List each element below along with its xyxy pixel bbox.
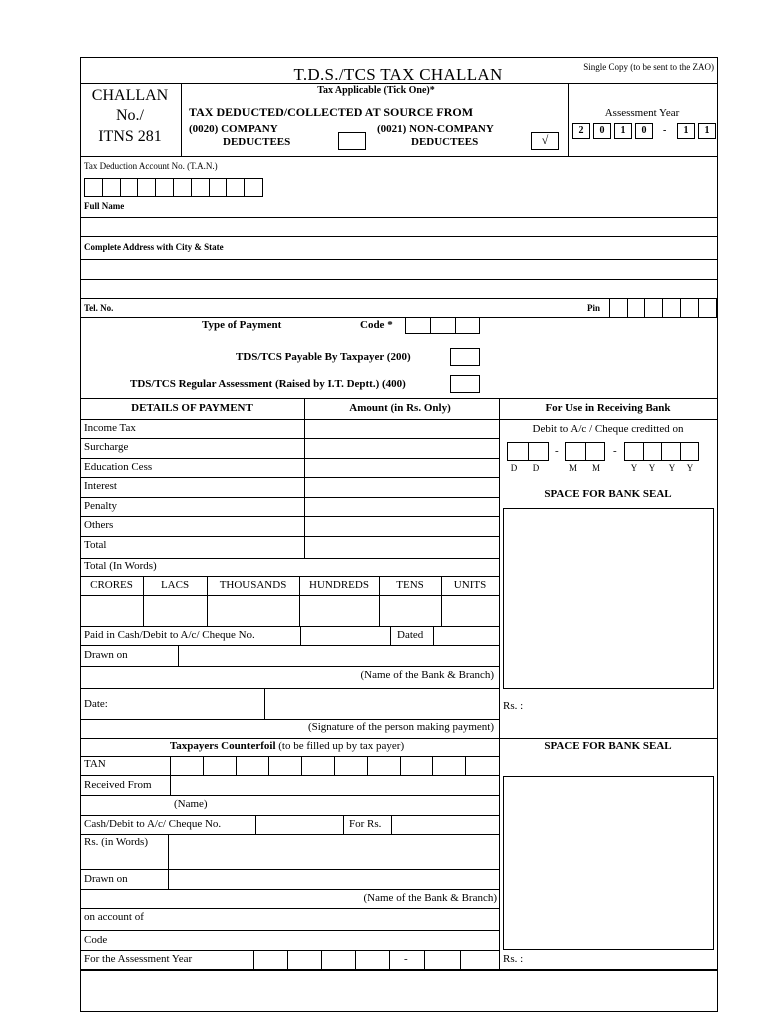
- rs-label-2: Rs. :: [503, 953, 524, 965]
- code-box[interactable]: [455, 317, 480, 334]
- date-format-letter: Y: [668, 463, 676, 473]
- divider: [568, 83, 569, 156]
- tax-deducted-label: TAX DEDUCTED/COLLECTED AT SOURCE FROM: [189, 105, 474, 119]
- counterfoil-heading: [170, 741, 404, 752]
- company-deductees: DEDUCTEES: [223, 136, 291, 148]
- divider: [80, 889, 499, 890]
- divider: [80, 236, 718, 237]
- divider: [390, 626, 391, 645]
- divider: [80, 279, 718, 280]
- detail-row-label: Education Cess: [84, 461, 153, 473]
- detail-row-label: Others: [84, 519, 114, 531]
- detail-row-label: Income Tax: [84, 422, 136, 434]
- name-label: (Name): [174, 798, 208, 810]
- type-of-payment-label: Type of Payment: [202, 319, 282, 331]
- divider: [178, 645, 179, 666]
- date-label: Date:: [84, 698, 108, 710]
- date-format-letter: Y: [686, 463, 694, 473]
- company-checkbox[interactable]: [338, 132, 366, 150]
- divider: [300, 626, 301, 645]
- code-label: Code *: [360, 319, 393, 331]
- tan-digit-box[interactable]: [102, 178, 121, 197]
- ay-digit: 0: [635, 123, 653, 139]
- divider: [80, 626, 499, 627]
- debit-credit-label: Debit to A/c / Cheque creditted on: [532, 423, 684, 435]
- dated-label: Dated: [397, 629, 424, 641]
- divider: [441, 576, 442, 626]
- drawn-on-label: Drawn on: [84, 649, 128, 661]
- word-amount-field[interactable]: [81, 596, 142, 625]
- word-column-header: LACS: [160, 579, 190, 591]
- date-format-letter: Y: [648, 463, 656, 473]
- amount-field[interactable]: [305, 517, 498, 535]
- amount-heading: Amount (in Rs. Only): [349, 402, 451, 414]
- word-column-header: TENS: [396, 579, 424, 591]
- divider: [80, 969, 718, 971]
- divider: [80, 869, 499, 870]
- divider: [80, 398, 718, 399]
- counterfoil-tan-input[interactable]: [171, 757, 498, 774]
- amount-field[interactable]: [305, 537, 498, 555]
- amount-field[interactable]: [305, 478, 498, 496]
- noncompany-label: (0021) NON-COMPANY: [377, 123, 494, 135]
- form-title: T.D.S./TCS TAX CHALLAN: [293, 65, 503, 84]
- date-separator: -: [613, 445, 617, 457]
- date-digit-box[interactable]: [624, 442, 644, 461]
- date-digit-box[interactable]: [661, 442, 681, 461]
- word-column-header: HUNDREDS: [309, 579, 369, 591]
- divider: [80, 908, 499, 909]
- divider: [80, 738, 718, 739]
- date-format-letter: Y: [630, 463, 638, 473]
- divider: [181, 83, 182, 156]
- divider: [499, 398, 500, 969]
- divider: [170, 775, 171, 795]
- divider: [343, 815, 344, 834]
- word-amount-field[interactable]: [442, 596, 498, 625]
- tan-digit-box[interactable]: [244, 178, 263, 197]
- tan-label: Tax Deduction Account No. (T.A.N.): [84, 161, 218, 171]
- divider: [80, 815, 499, 816]
- date-format-letter: M: [591, 463, 601, 473]
- word-column-header: UNITS: [453, 579, 487, 591]
- full-name-label: Full Name: [84, 201, 125, 211]
- ay-digit: 0: [593, 123, 611, 139]
- assessment-year-label: Assessment Year: [604, 107, 680, 119]
- details-heading: DETAILS OF PAYMENT: [131, 402, 253, 414]
- divider: [80, 217, 718, 218]
- date-digit-box[interactable]: [585, 442, 606, 461]
- ay-digit: 2: [572, 123, 590, 139]
- date-digit-box[interactable]: [680, 442, 700, 461]
- tan-digit-box[interactable]: [226, 178, 245, 197]
- noncompany-deductees: DEDUCTEES: [411, 136, 479, 148]
- date-digit-box[interactable]: [643, 442, 663, 461]
- detail-row-label: Penalty: [84, 500, 117, 512]
- pin-label: Pin: [587, 303, 601, 313]
- divider: [80, 834, 499, 835]
- address-label: Complete Address with City & State: [84, 242, 224, 252]
- amount-field[interactable]: [305, 420, 498, 438]
- bank-seal-heading: SPACE FOR BANK SEAL: [544, 488, 672, 500]
- divider: [299, 576, 300, 626]
- tan-digit-box[interactable]: [191, 178, 210, 197]
- divider: [499, 419, 718, 420]
- amount-field[interactable]: [305, 439, 498, 457]
- tan-digit-box[interactable]: [84, 178, 103, 197]
- pin-digit-box[interactable]: [698, 298, 717, 318]
- divider: [80, 156, 718, 157]
- date-digit-box[interactable]: [507, 442, 529, 461]
- word-amount-field[interactable]: [208, 596, 298, 625]
- company-label: (0020) COMPANY: [189, 123, 278, 135]
- amount-field[interactable]: [305, 459, 498, 477]
- signature-label: (Signature of the person making payment): [307, 721, 494, 733]
- divider: [80, 719, 499, 720]
- code-label-cf: Code: [84, 934, 108, 946]
- rs-in-words-label: Rs. (in Words): [84, 836, 148, 848]
- divider: [207, 576, 208, 626]
- pin-digit-box[interactable]: [662, 298, 681, 318]
- code-box[interactable]: [430, 317, 456, 334]
- divider: [255, 815, 256, 834]
- date-digit-box[interactable]: [528, 442, 550, 461]
- divider: [80, 595, 499, 596]
- itns-label: ITNS 281: [98, 128, 162, 145]
- divider: [80, 688, 499, 689]
- paid-in-cash-label: Paid in Cash/Debit to A/c/ Cheque No.: [84, 629, 255, 641]
- word-amount-field[interactable]: [300, 596, 378, 625]
- counterfoil-heading-note: (to be filled up by tax payer): [275, 740, 405, 752]
- detail-row-label: Total: [84, 539, 107, 551]
- challan-no-label: No./: [116, 107, 144, 124]
- date-format-letter: D: [532, 463, 540, 473]
- bank-branch-label: (Name of the Bank & Branch): [360, 669, 494, 681]
- divider: [168, 834, 169, 889]
- pin-digit-box[interactable]: [680, 298, 699, 318]
- date-format-letter: D: [510, 463, 518, 473]
- challan-label: CHALLAN: [91, 87, 169, 104]
- word-column-header: CRORES: [90, 579, 133, 591]
- tan-digit-box[interactable]: [120, 178, 139, 197]
- total-in-words-label: Total (In Words): [84, 560, 157, 572]
- tax-applicable-label: Tax Applicable (Tick One)*: [317, 85, 435, 96]
- pin-digit-box[interactable]: [609, 298, 628, 318]
- divider: [80, 795, 499, 796]
- date-separator: -: [555, 445, 559, 457]
- date-format-letter: M: [568, 463, 578, 473]
- for-assessment-year-label: For the Assessment Year: [84, 953, 193, 965]
- divider: [80, 317, 718, 318]
- bank-seal-heading-2: SPACE FOR BANK SEAL: [544, 740, 672, 752]
- counterfoil-ay-input[interactable]: [254, 951, 498, 968]
- payable-checkbox[interactable]: [450, 348, 480, 366]
- ay-digit: 1: [677, 123, 695, 139]
- code-box[interactable]: [405, 317, 431, 334]
- counterfoil-heading-bold: Taxpayers Counterfoil: [169, 740, 276, 752]
- word-amount-field[interactable]: [144, 596, 206, 625]
- date-digit-box[interactable]: [565, 442, 586, 461]
- word-amount-field[interactable]: [380, 596, 440, 625]
- check-mark-icon: √: [541, 133, 549, 147]
- tel-label: Tel. No.: [84, 303, 114, 313]
- divider: [379, 576, 380, 626]
- bank-seal-area: [503, 508, 714, 689]
- detail-row-label: Interest: [84, 480, 117, 492]
- ay-dash: -: [663, 125, 667, 136]
- on-account-of-label: on account of: [84, 911, 144, 923]
- regular-assessment-label: TDS/TCS Regular Assessment (Raised by I.T. Deptt.) (400): [130, 378, 406, 390]
- counterfoil-tan-label: TAN: [84, 758, 106, 770]
- divider: [80, 645, 499, 646]
- regular-assessment-checkbox[interactable]: [450, 375, 480, 393]
- ay-digit: 1: [614, 123, 632, 139]
- pin-digit-box[interactable]: [627, 298, 646, 318]
- word-column-header: THOUSANDS: [219, 579, 287, 591]
- amount-field[interactable]: [305, 498, 498, 516]
- divider: [80, 666, 499, 667]
- divider: [80, 83, 718, 84]
- ay-digit: 1: [698, 123, 716, 139]
- tan-digit-box[interactable]: [137, 178, 156, 197]
- divider: [264, 688, 265, 719]
- copy-note: Single Copy (to be sent to the ZAO): [583, 62, 714, 72]
- tan-digit-box[interactable]: [209, 178, 228, 197]
- pin-digit-box[interactable]: [644, 298, 663, 318]
- divider: [391, 815, 392, 834]
- divider: [80, 930, 499, 931]
- divider: [80, 259, 718, 260]
- tan-digit-box[interactable]: [155, 178, 174, 197]
- divider: [433, 626, 434, 645]
- ay-separator: -: [404, 953, 408, 965]
- bank-seal-area-2: [503, 776, 714, 950]
- received-from-label: Received From: [84, 779, 152, 791]
- divider: [80, 775, 499, 776]
- cf-drawn-on-label: Drawn on: [84, 873, 128, 885]
- divider: [80, 558, 499, 559]
- tan-digit-box[interactable]: [173, 178, 192, 197]
- payable-by-taxpayer-label: TDS/TCS Payable By Taxpayer (200): [236, 351, 411, 363]
- rs-label: Rs. :: [503, 700, 524, 712]
- detail-row-label: Surcharge: [84, 441, 129, 453]
- cash-debit-label: Cash/Debit to A/c/ Cheque No.: [84, 818, 222, 830]
- divider: [143, 576, 144, 626]
- receiving-bank-heading: For Use in Receiving Bank: [545, 402, 671, 414]
- for-rs-label: For Rs.: [349, 818, 382, 830]
- cf-bank-branch-label: (Name of the Bank & Branch): [363, 892, 497, 904]
